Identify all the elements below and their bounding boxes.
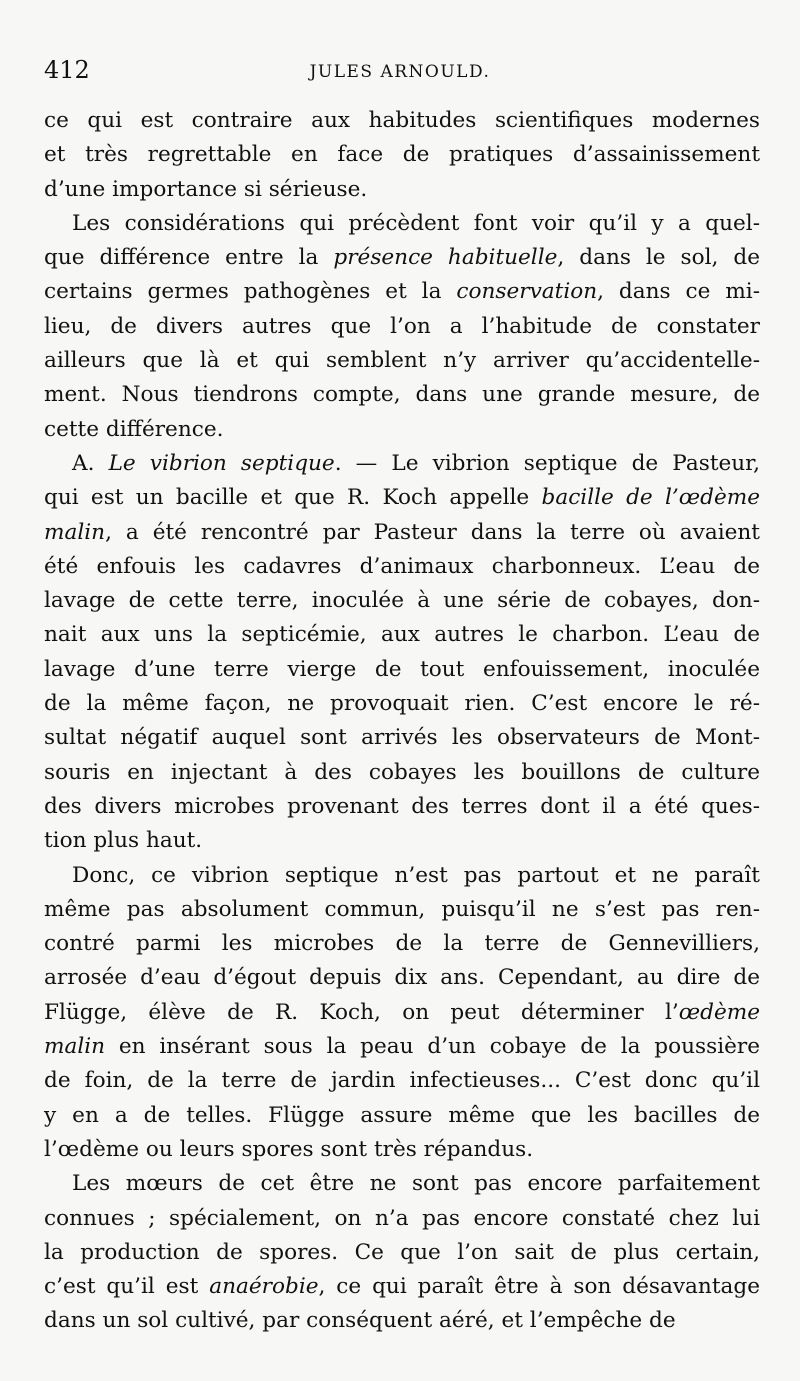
text-run: ailleurs que là et qui semblent n’y arriver qu’accidentelle- xyxy=(44,348,760,374)
text-line xyxy=(44,516,760,550)
text-line xyxy=(44,104,760,138)
text-line xyxy=(44,310,760,344)
text-run: contré parmi les microbes de la terre de Gennevilliers, xyxy=(44,931,760,957)
text-line xyxy=(44,550,760,584)
text-line xyxy=(44,584,760,618)
text-run: lavage d’une terre vierge de tout enfouissement, inoculée xyxy=(44,656,760,682)
text-run: Donc, ce vibrion septique n’est pas partout et ne paraît xyxy=(72,862,760,888)
text-line xyxy=(44,378,760,412)
text-run: Les mœurs de cet être ne sont pas encore parfaitement xyxy=(72,1171,760,1197)
text-line xyxy=(44,1236,760,1270)
text-line xyxy=(44,996,760,1030)
text-run: été enfouis les cadavres d’animaux charbonneux. L’eau de xyxy=(44,553,760,579)
italic-text: conservation xyxy=(456,279,598,305)
text-run: la production de spores. Ce que l’on sait de plus certain, xyxy=(44,1239,760,1265)
text-run: Les considérations qui précèdent font voir qu’il y a quel- xyxy=(72,210,760,236)
italic-text: bacille de l’œdème xyxy=(541,485,760,511)
text-line xyxy=(44,413,760,447)
text-line xyxy=(44,207,760,241)
text-line xyxy=(44,1202,760,1236)
text-line xyxy=(44,859,760,893)
italic-text: malin xyxy=(44,1034,106,1060)
italic-text: présence habituelle xyxy=(333,245,558,271)
page-header xyxy=(44,56,756,90)
paragraph xyxy=(44,1167,760,1338)
paragraph xyxy=(44,104,760,207)
italic-text: Le vibrion septique xyxy=(108,450,335,476)
text-run: , a été rencontré par Pasteur dans la terre où avaient xyxy=(105,519,760,545)
text-run: lieu, de divers autres que l’on a l’habitude de constater xyxy=(44,313,760,339)
text-run: dans un sol cultivé, par conséquent aéré, et l’empêche de xyxy=(44,1308,676,1334)
text-run: qui est un bacille et que R. Koch appelle xyxy=(44,485,542,511)
text-line xyxy=(44,1304,760,1338)
text-line xyxy=(44,1167,760,1201)
text-line xyxy=(44,687,760,721)
text-run: , dans le sol, de xyxy=(557,245,760,271)
text-line xyxy=(44,1064,760,1098)
paragraph xyxy=(44,207,760,447)
text-run: nait aux uns la septicémie, aux autres le charbon. L’eau de xyxy=(44,622,760,648)
text-run: , ce qui paraît être à son désavantage xyxy=(318,1274,760,1300)
text-run: , dans ce mi- xyxy=(597,279,760,305)
text-line xyxy=(44,790,760,824)
text-line xyxy=(44,138,760,172)
text-run: y en a de telles. Flügge assure même que les bacilles de xyxy=(44,1102,760,1128)
running-head: JULES ARNOULD. xyxy=(309,62,491,82)
page-number: 412 xyxy=(44,56,90,84)
text-run: des divers microbes provenant des terres dont il a été ques- xyxy=(44,793,760,819)
paragraph xyxy=(44,447,760,859)
text-run: certains germes pathogènes et la xyxy=(44,279,457,305)
italic-text: anaérobie xyxy=(209,1274,319,1300)
text-run: que différence entre la xyxy=(44,245,334,271)
text-line xyxy=(44,618,760,652)
text-line xyxy=(44,961,760,995)
body-text xyxy=(44,104,760,1339)
text-run: A. xyxy=(72,450,109,476)
text-line xyxy=(44,447,760,481)
text-run: ce qui est contraire aux habitudes scientifiques modernes xyxy=(44,108,760,133)
text-line xyxy=(44,241,760,275)
text-run: ment. Nous tiendrons compte, dans une grande mesure, de xyxy=(44,382,760,408)
text-run: lavage de cette terre, inoculée à une série de cobayes, don- xyxy=(44,588,760,614)
text-run: l’œdème ou leurs spores sont très répandus. xyxy=(44,1136,534,1162)
text-run: tion plus haut. xyxy=(44,828,203,854)
text-line xyxy=(44,927,760,961)
italic-text: œdème xyxy=(678,999,760,1025)
text-line xyxy=(44,1030,760,1064)
text-run: cette différence. xyxy=(44,416,224,442)
text-run: d’une importance si sérieuse. xyxy=(44,176,368,202)
text-run: de la même façon, ne provoquait rien. C’est encore le ré- xyxy=(44,691,760,717)
text-run: et très regrettable en face de pratiques d’assainissement xyxy=(44,142,760,168)
italic-text: malin xyxy=(44,519,106,545)
text-run: de foin, de la terre de jardin infectieuses... C’est donc qu’il xyxy=(44,1068,760,1094)
text-line xyxy=(44,893,760,927)
text-run: sultat négatif auquel sont arrivés les observateurs de Mont- xyxy=(44,725,760,751)
text-line xyxy=(44,1270,760,1304)
text-line xyxy=(44,481,760,515)
text-run: . — Le vibrion septique de Pasteur, xyxy=(334,450,760,476)
text-run: connues ; spécialement, on n’a pas encore constaté chez lui xyxy=(44,1205,760,1231)
text-run: en insérant sous la peau d’un cobaye de la poussière xyxy=(105,1034,760,1060)
text-line xyxy=(44,1133,760,1167)
paragraph xyxy=(44,859,760,1168)
text-line xyxy=(44,1099,760,1133)
text-run: Flügge, élève de R. Koch, on peut déterminer l’ xyxy=(44,999,679,1025)
text-line xyxy=(44,756,760,790)
text-line xyxy=(44,653,760,687)
text-run: même pas absolument commun, puisqu’il ne s’est pas ren- xyxy=(44,896,760,922)
text-line xyxy=(44,721,760,755)
text-run: arrosée d’eau d’égout depuis dix ans. Cependant, au dire de xyxy=(44,965,760,991)
text-run: souris en injectant à des cobayes les bouillons de culture xyxy=(44,759,760,785)
text-line xyxy=(44,824,760,858)
text-run: c’est qu’il est xyxy=(44,1274,210,1300)
text-line xyxy=(44,344,760,378)
text-line xyxy=(44,275,760,309)
text-line xyxy=(44,173,760,207)
